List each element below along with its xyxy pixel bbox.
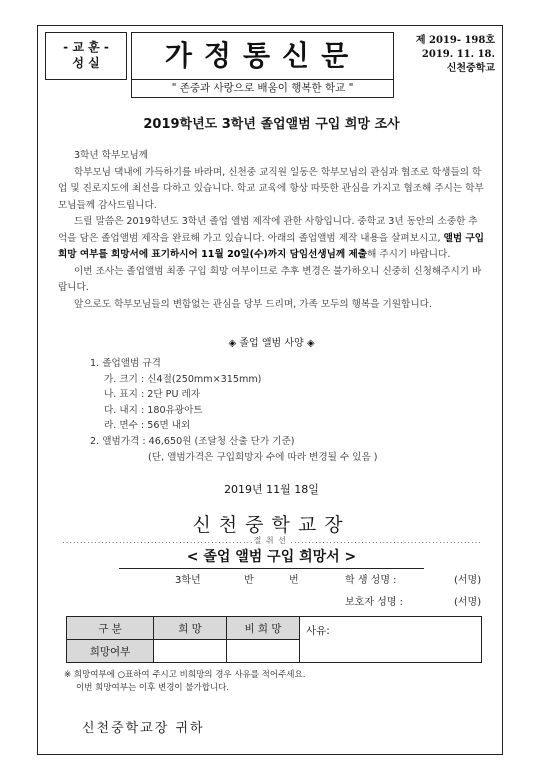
spec-pages: 라. 면수 : 56면 내외 — [104, 420, 191, 432]
newsletter-title: 가정통신문 — [131, 32, 394, 80]
closing-addressee: 신천중학교장 귀하 — [82, 721, 205, 736]
note-1: ※ 희망여부에 ○표하여 주시고 비희망의 경우 사유를 적어주세요. — [64, 670, 306, 680]
col-no: 비 희 망 — [227, 617, 300, 640]
school-name: 신천중학교 — [446, 63, 495, 74]
yes-cell[interactable] — [154, 640, 227, 663]
motto-text: 성 실 — [72, 56, 100, 70]
issue-date: 2019. 11. 18. — [421, 49, 495, 60]
number-label: 번 — [289, 575, 299, 586]
spec-paper: 다. 내지 : 180유광아트 — [104, 404, 203, 416]
spec-item-1: 1. 졸업앨범 규격 — [90, 358, 161, 369]
class-label: 반 — [244, 575, 254, 586]
paragraph-1: 학부모님 댁내에 가득하기를 바라며, 신천중 교직원 일동은 학부모님의 관심과 협조로 학생들의 학업 및 진로지도에 최선을 다하고 있습니다. 학교 교육에 항상 따뜻한 관심을 가지고 협조해 주시는 학부모님들께 감사드립니다. — [58, 166, 484, 211]
row-preference: 희망여부 — [67, 640, 154, 663]
deadline-highlight: 앨범 구입 희망 여부를 희망서에 표기하시어 11월 20일(수)까지 담임선생님께 제출 — [58, 232, 485, 260]
album-spec-list — [90, 356, 378, 465]
cut-line: ......................................................절 취 선 ...................................................... — [62, 536, 482, 545]
greeting: 3학년 학부모님께 — [74, 150, 149, 161]
spec-price: 2. 앨범가격 : 46,650원 (조달청 산출 단가 기준) — [90, 435, 295, 447]
paragraph-4: 앞으로도 학부모님들의 변함없는 관심을 당부 드리며, 가족 모두의 행복을 기원합니다. — [74, 298, 432, 310]
spec-size: 가. 크기 : 신4절(250mm×315mm) — [104, 373, 262, 385]
motto-label: - 교 훈 - — [63, 40, 109, 54]
preference-table — [66, 616, 482, 663]
reason-field[interactable]: 사유: — [300, 617, 482, 663]
letter-date: 2019년 11월 18일 — [224, 483, 319, 496]
issue-number: 제 2019- 198호 — [415, 35, 495, 46]
form-title: < 졸업 앨범 구입 희망서 > — [0, 546, 543, 569]
col-category: 구 분 — [67, 617, 154, 640]
parent-sign: (서명) — [454, 597, 482, 608]
document-title: 2019학년도 3학년 졸업앨범 구입 희망 조사 — [143, 117, 400, 132]
issue-info — [400, 32, 495, 82]
spec-heading: ◈ 졸업 앨범 사양 ◈ — [228, 338, 315, 349]
note-2: 이번 희망여부는 이후 변경이 불가합니다. — [76, 683, 230, 693]
letter-body — [58, 148, 486, 313]
school-slogan: " 존중과 사랑으로 배움이 행복한 학교 " — [131, 80, 394, 98]
form-notes — [64, 669, 305, 695]
parent-name-label: 보호자 성명 : — [345, 597, 404, 608]
paragraph-2: 드릴 말씀은 2019학년도 3학년 졸업 앨범 제작에 관한 사항입니다. 중학교 3년 동안의 소중한 추억을 담은 졸업앨범 제작을 완료해 가고 있습니다. 아래의 졸업앨범 제작 내용을 살펴보시고, 앨범 구입 희망 여부를 희망서에 표기하시어 11월 20일(수)까지 담임선생님께 제출해 주시기 바랍니다. — [58, 216, 485, 260]
newsletter-header — [45, 32, 495, 80]
student-sign: (서명) — [454, 575, 482, 586]
student-name-label: 학 생 성명 : — [345, 575, 397, 586]
no-cell[interactable] — [227, 640, 300, 663]
spec-cover: 나. 표지 : 2단 PU 레자 — [104, 389, 201, 401]
grade-label: 3학년 — [175, 575, 201, 586]
col-yes: 희 망 — [154, 617, 227, 640]
spec-price-note: (단, 앨범가격은 구입희망자 수에 따라 변경될 수 있음 ) — [148, 451, 378, 463]
school-motto-box — [45, 32, 127, 80]
principal-signature: 신천중학교장 — [192, 514, 351, 536]
paragraph-3: 이번 조사는 졸업앨범 최종 구입 희망 여부이므로 추후 변경은 불가하오니 신중히 신청해주시기 바랍니다. — [58, 265, 482, 293]
